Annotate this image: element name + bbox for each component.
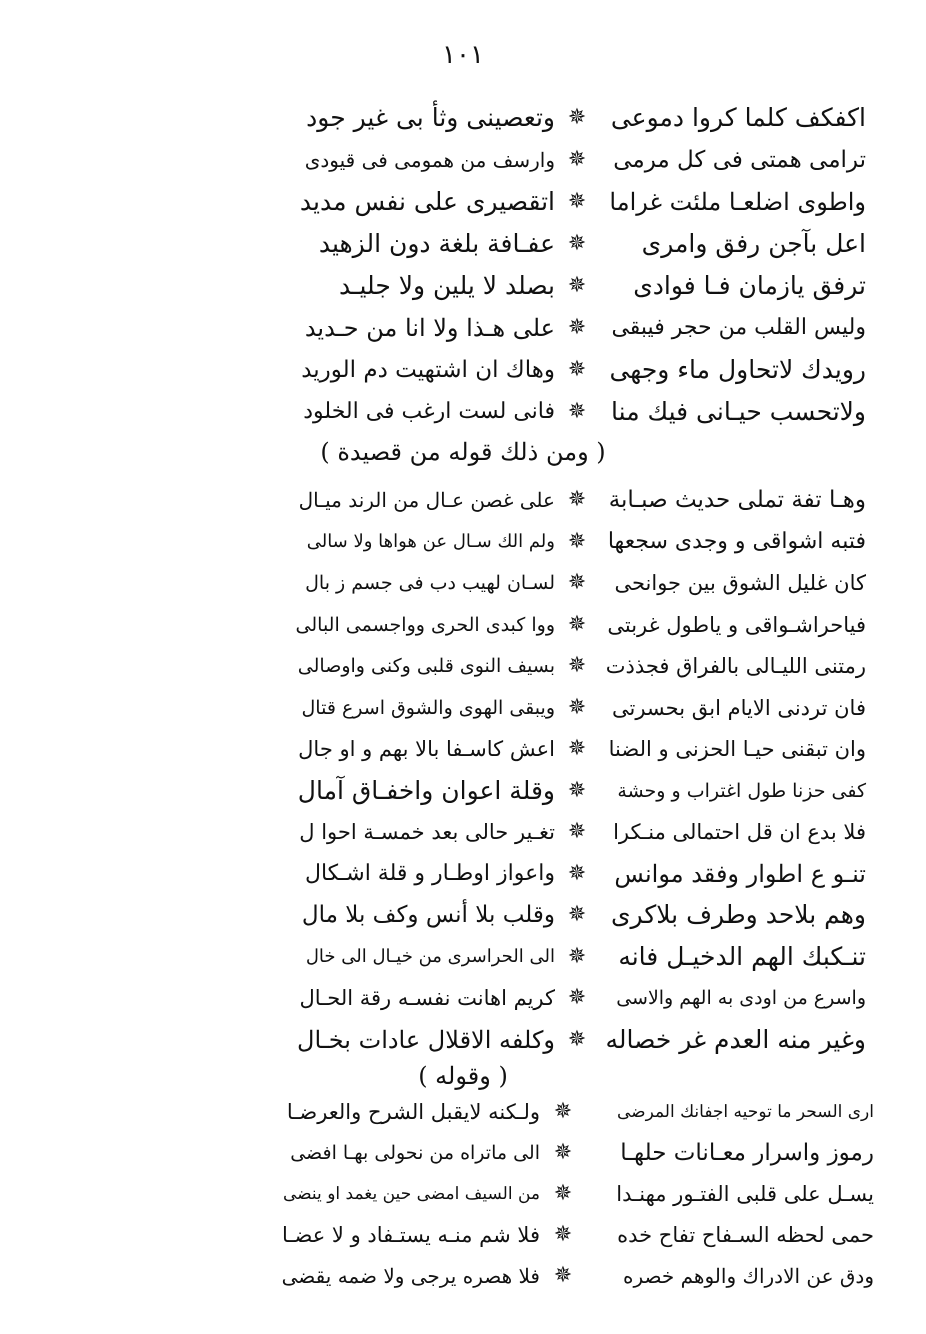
star-separator-icon: ✵ <box>553 1222 573 1247</box>
second-hemistich: اعش كاسـفا بالا بهم و او جال <box>298 737 555 761</box>
verse-line <box>0 937 926 977</box>
second-hemistich: عفـافة بلغة دون الزهيد <box>318 229 555 258</box>
first-hemistich: واسرع من اودى به الهم والاسى <box>616 987 866 1009</box>
second-hemistich: بسيف النوى قلبى وكنى واوصالى <box>297 655 555 677</box>
second-hemistich: كريم اهانت نفسـه رقة الحـال <box>299 986 555 1010</box>
first-hemistich: وليس القلب من حجر فيبقى <box>611 315 866 340</box>
star-separator-icon: ✵ <box>567 985 587 1010</box>
verse-line <box>0 1256 926 1296</box>
star-separator-icon: ✵ <box>567 528 587 554</box>
verse-line <box>0 182 926 222</box>
star-separator-icon: ✵ <box>567 570 587 595</box>
star-separator-icon: ✵ <box>567 315 587 340</box>
second-hemistich: ويبقى الهوى والشوق اسرع قتال <box>301 696 555 719</box>
verse-line <box>0 392 926 432</box>
verse-line <box>0 605 926 645</box>
first-hemistich: ودق عن الادراك والوهم خصره <box>623 1264 874 1288</box>
star-separator-icon: ✵ <box>567 611 587 637</box>
first-hemistich: واطوى اضلعـا ملئت غراما <box>609 188 866 216</box>
verse-line <box>0 1020 926 1060</box>
verse-line <box>0 140 926 180</box>
second-hemistich: واعواز اوطـار و قلة اشـكال <box>304 860 555 886</box>
verse-line <box>0 978 926 1018</box>
first-hemistich: رويدك لاتحاول ماء وجهى <box>609 355 866 384</box>
first-hemistich: حمى لحظه السـفاح تفاح خده <box>617 1223 874 1247</box>
first-hemistich: وهم بلاحد وطرف بلاكرى <box>610 900 866 929</box>
second-hemistich: الى ماتراه من نحولى بهـا افضى <box>290 1142 540 1164</box>
second-hemistich: وقلة اعوان واخفـاق آمال <box>297 775 555 805</box>
second-hemistich: وكلفه الاقلال عادات بخـال <box>297 1025 555 1054</box>
verse-line <box>0 1092 926 1132</box>
first-hemistich: ترفق يازمان فـا فوادى <box>633 271 866 300</box>
verse-line <box>0 266 926 306</box>
star-separator-icon: ✵ <box>553 1263 573 1288</box>
first-hemistich: تنـو ع اطوار وفقد موانس <box>614 859 866 888</box>
verse-line <box>0 854 926 894</box>
star-separator-icon: ✵ <box>567 777 587 803</box>
first-hemistich: يسـل على قلبى الفتـور مهنـدا <box>616 1182 874 1206</box>
star-separator-icon: ✵ <box>567 1026 587 1052</box>
first-hemistich: تنـكبك الهم الدخيـل فانه <box>618 941 866 971</box>
first-hemistich: اكفكف كلما كروا دموعى <box>610 103 866 132</box>
first-hemistich: ولاتحسب حيـانى فيك منا <box>611 397 866 426</box>
verse-line <box>0 522 926 562</box>
second-hemistich: فانى لست ارغب فى الخلود <box>303 399 555 424</box>
first-hemistich: وغير منه العدم غر خصاله <box>605 1024 866 1054</box>
first-hemistich: فلا بدع ان قل احتمالى منـكرا <box>613 820 866 844</box>
star-separator-icon: ✵ <box>567 819 587 844</box>
star-separator-icon: ✵ <box>567 231 587 256</box>
star-separator-icon: ✵ <box>553 1140 573 1165</box>
second-hemistich: بصلد لا يلين ولا جليـد <box>339 271 555 300</box>
second-hemistich: وقلب بلا أنس وكف بلا مال <box>301 902 555 928</box>
second-hemistich: وتعصينى وثأ بى غير جود <box>306 103 555 132</box>
second-hemistich: من السيف امضى حين يغمد او ينضى <box>283 1184 540 1204</box>
second-hemistich: وارسف من همومى فى قيودى <box>304 148 555 172</box>
verse-line <box>0 563 926 603</box>
first-hemistich: ترامى همتى فى كل مرمى <box>613 147 866 173</box>
second-hemistich: اتقصيرى على نفس مديد <box>299 187 555 216</box>
first-hemistich: وان تبقنى حيـا الحزنى و الضنا <box>608 737 866 761</box>
star-separator-icon: ✵ <box>567 736 587 761</box>
star-separator-icon: ✵ <box>567 694 587 720</box>
verse-line <box>0 1174 926 1214</box>
first-hemistich: كفى حزنا طول اغتراب و وحشة <box>617 779 866 802</box>
star-separator-icon: ✵ <box>567 357 587 382</box>
verse-line <box>0 729 926 769</box>
section-heading-2: ( وقوله ) <box>418 1062 508 1090</box>
second-hemistich: فلا هصره يرجى ولا ضمه يقضى <box>281 1264 540 1288</box>
star-separator-icon: ✵ <box>567 147 587 172</box>
first-hemistich: ارى السحر ما توحيه اجفانك المرضى <box>616 1102 874 1122</box>
first-hemistich: فتبه اشواقى و وجدى سجعها <box>607 528 866 554</box>
verse-line <box>0 308 926 348</box>
second-hemistich: على غصن عـال من الرند ميـال <box>298 488 555 512</box>
verse-line <box>0 98 926 138</box>
second-hemistich: تغـير حالى بعد خمسـة احوا ل <box>299 820 555 844</box>
star-separator-icon: ✵ <box>567 487 587 512</box>
verse-line <box>0 1215 926 1255</box>
second-hemistich: على هـذا ولا انا من حـديد <box>304 314 555 342</box>
star-separator-icon: ✵ <box>567 902 587 927</box>
star-separator-icon: ✵ <box>567 273 587 298</box>
star-separator-icon: ✵ <box>567 943 587 969</box>
section-heading-1: ( ومن ذلك قوله من قصيدة ) <box>320 438 606 466</box>
star-separator-icon: ✵ <box>553 1099 573 1124</box>
first-hemistich: رموز واسرار معـانات حلهـا <box>620 1140 874 1166</box>
second-hemistich: لسـان لهيب دب فى جسم ز بال <box>305 572 555 594</box>
verse-line <box>0 224 926 264</box>
verse-line <box>0 350 926 390</box>
verse-line <box>0 771 926 811</box>
first-hemistich: كان غليل الشوق بين جوانحى <box>614 571 866 595</box>
star-separator-icon: ✵ <box>567 653 587 678</box>
star-separator-icon: ✵ <box>567 399 587 424</box>
second-hemistich: فلا شم منـه يستـفاد و لا عضـا <box>281 1223 540 1247</box>
verse-line <box>0 895 926 935</box>
verse-line <box>0 1133 926 1173</box>
star-separator-icon: ✵ <box>567 189 587 214</box>
second-hemistich: ووا كبدى الحرى وواجسمى البالى <box>295 613 555 636</box>
first-hemistich: فان تردنى الايام ابق بحسرتى <box>611 695 866 720</box>
page-number: ١٠١ <box>442 40 484 70</box>
second-hemistich: وهاك ان اشتهيت دم الوريد <box>301 357 555 383</box>
first-hemistich: اعل بآجن رفق وامرى <box>641 229 866 258</box>
star-separator-icon: ✵ <box>567 860 587 886</box>
second-hemistich: ولم الك سـال عن هواها ولا سالى <box>306 530 555 552</box>
first-hemistich: وهـا تفة تملى حديث صبـابة <box>608 487 866 513</box>
first-hemistich: رمتنى الليـالى بالفراق فجذذت <box>605 654 866 678</box>
star-separator-icon: ✵ <box>553 1181 573 1206</box>
verse-line <box>0 480 926 520</box>
verse-line <box>0 646 926 686</box>
second-hemistich: الى الحراسرى من خيـال الى خال <box>305 945 555 967</box>
verse-line <box>0 688 926 728</box>
star-separator-icon: ✵ <box>567 105 587 130</box>
second-hemistich: ولـكنه لايقبل الشرح والعرضـا <box>286 1100 540 1124</box>
first-hemistich: فياحراشـواقى و ياطول غربتى <box>607 612 866 637</box>
verse-line <box>0 812 926 852</box>
